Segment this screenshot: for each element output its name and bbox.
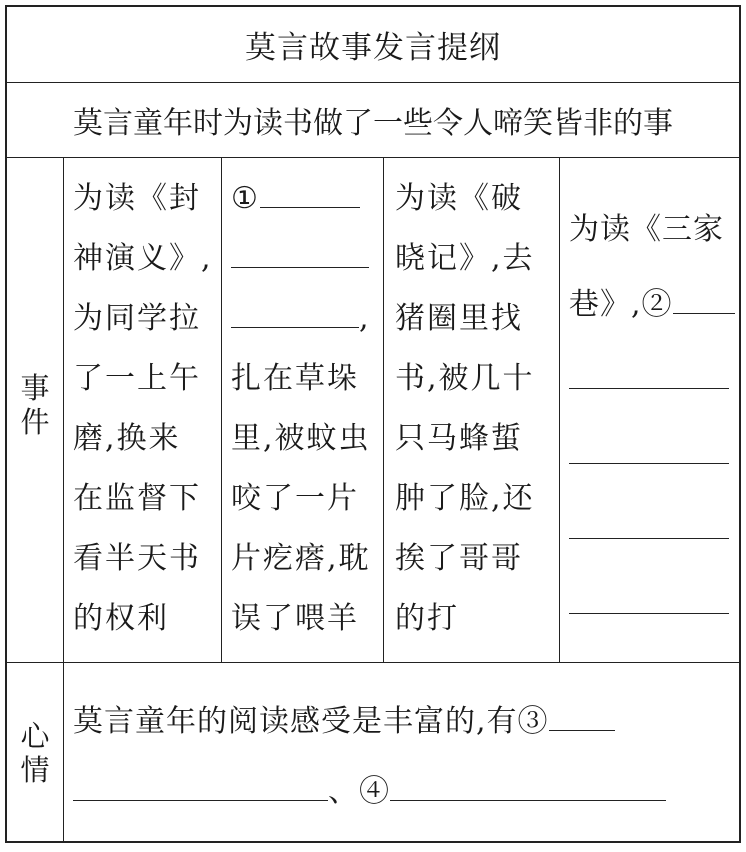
mood-label-char: 情: [20, 753, 50, 787]
blank-2-line: [569, 342, 735, 417]
event-poxiaoji: [395, 169, 535, 649]
event-text-line: 的权利: [73, 601, 169, 636]
blank-3-marker: ③: [517, 704, 549, 739]
column-divider: [559, 157, 560, 662]
event-text-line: 肿了脸,还: [395, 481, 535, 516]
event-text-line: 神演义》,: [73, 241, 213, 276]
event-text-line: 在监督下: [73, 481, 201, 516]
row-divider: [7, 662, 739, 663]
event-text-line: 了一上午: [73, 361, 201, 396]
mood-content: [73, 687, 666, 827]
answer-blank-4[interactable]: [390, 770, 666, 801]
answer-blank-3[interactable]: [549, 700, 615, 731]
blank-1-tail: ,: [359, 301, 371, 336]
blank-1-line: [231, 229, 371, 289]
answer-blank-2[interactable]: [569, 433, 729, 464]
blank-2-line: [569, 492, 735, 567]
outline-table: [5, 5, 741, 843]
outline-title: 莫言故事发言提纲: [245, 30, 501, 66]
label-column-divider: [63, 157, 64, 841]
event-text-line: 咬了一片: [231, 481, 359, 516]
event-text-line: 挨了哥哥: [395, 541, 523, 576]
event-text-line: 看半天书: [73, 541, 201, 576]
event-text-line: 扎在草垛: [231, 361, 359, 396]
outline-subtitle: 莫言童年时为读书做了一些令人啼笑皆非的事: [73, 106, 673, 141]
events-label: [7, 371, 63, 439]
answer-blank-1[interactable]: [231, 297, 359, 328]
answer-blank-2[interactable]: [569, 583, 729, 614]
event-text-line: 片疙瘩,耽: [231, 541, 371, 576]
events-label-char: 件: [20, 405, 50, 439]
event-text-line: 晓记》,去: [395, 241, 535, 276]
answer-blank-1[interactable]: [260, 177, 360, 208]
event-text-line: 书,被几十: [395, 361, 535, 396]
blank-2-line: [569, 417, 735, 492]
answer-blank-2[interactable]: [569, 358, 729, 389]
event-text-line: 的打: [395, 601, 459, 636]
answer-blank-3[interactable]: [73, 770, 328, 801]
event-text-line: 里,被蚊虫: [231, 421, 371, 456]
answer-blank-1[interactable]: [231, 237, 369, 268]
blank-4-marker: ④: [359, 774, 390, 809]
event-blank-1: [231, 169, 371, 649]
events-label-char: 事: [20, 371, 50, 405]
blank-2-marker: ②: [641, 287, 673, 322]
event-text-line: 误了喂羊: [231, 601, 359, 636]
mood-line: [73, 687, 666, 757]
event-text-line: 只马蜂蜇: [395, 421, 523, 456]
mood-separator: 、: [328, 774, 359, 809]
mood-line: [73, 757, 666, 827]
event-text-line: 猪圈里找: [395, 301, 523, 336]
blank-1-marker: ①: [231, 181, 260, 216]
blank-2-line: [569, 567, 735, 642]
event-fengshen: [73, 169, 213, 649]
event-text-line: 为读《封: [73, 181, 201, 216]
row-divider: [7, 157, 739, 158]
event-text-line: 为读《三家: [569, 212, 724, 247]
column-divider: [383, 157, 384, 662]
answer-blank-2[interactable]: [569, 508, 729, 539]
event-sanjiaxiang: [569, 192, 735, 642]
answer-blank-2[interactable]: [673, 283, 735, 314]
column-divider: [221, 157, 222, 662]
mood-label: [7, 719, 63, 787]
event-text-line: 巷》,: [569, 287, 642, 322]
mood-label-char: 心: [20, 719, 50, 753]
blank-1-line: [231, 289, 371, 349]
event-text-line: 为读《破: [395, 181, 523, 216]
event-text-line: 磨,换来: [73, 421, 181, 456]
blank-2-line: [569, 267, 735, 342]
blank-1-line: [231, 169, 371, 229]
mood-text: 莫言童年的阅读感受是丰富的,有: [73, 704, 518, 739]
event-text-line: 为同学拉: [73, 301, 201, 336]
